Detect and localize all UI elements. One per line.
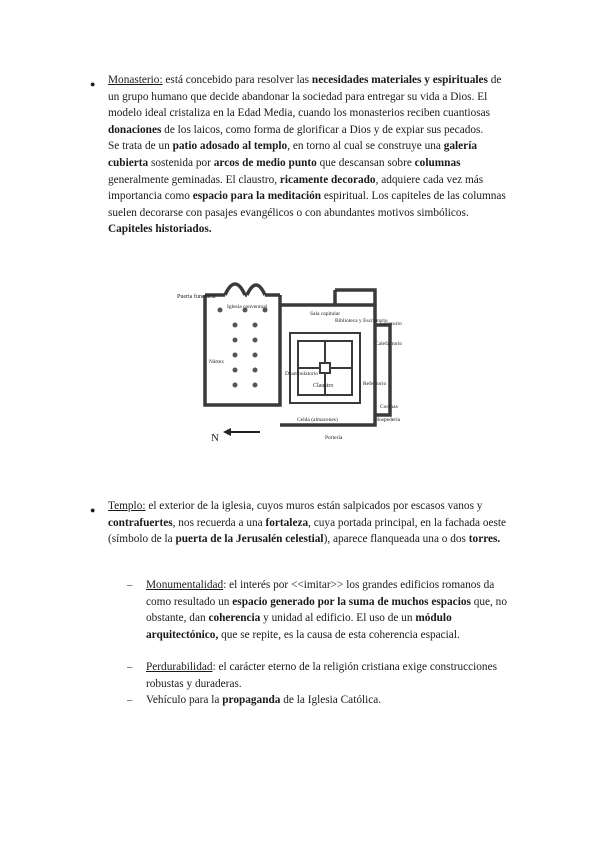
monastery-plan-diagram xyxy=(175,265,425,445)
label-claustro: Claustro xyxy=(313,383,334,389)
vehiculo-item: Vehículo para la propaganda de la Iglesia Católica. xyxy=(146,694,382,706)
label-celda: Celda (almacenes) xyxy=(297,417,338,423)
label-puerta-funeraria: Puerta funeraria xyxy=(177,294,216,300)
templo-term: Templo: xyxy=(108,500,146,512)
list-dash: – xyxy=(127,661,133,673)
list-dash: – xyxy=(127,694,133,706)
label-hospederia: Hospedería xyxy=(375,417,401,423)
list-dash: – xyxy=(127,579,133,591)
label-refectorio: Refectorio xyxy=(363,381,387,387)
bullet-dot: ● xyxy=(90,505,96,515)
label-nartex: Nártex xyxy=(209,359,224,365)
north-label: N xyxy=(211,432,219,444)
label-biblioteca: Biblioteca y Escriptorio xyxy=(335,318,388,324)
monasterio-paragraph: Monasterio: está concebido para resolver las necesidades materiales y espirituales de un grupo humano que decide abandonar la sociedad para entregar su vida a Dios. El modelo ideal cristaliza en la Edad Media, cuando los monasterios reciben cuantiosas donaciones de los laicos, como forma de glorificar a Dios y de expiar sus pecados. Se trata de un patio adosado al templo, en torno al cual se construye una galería cubierta sostenida por arcos de medio punto que descansan sobre columnas generalmente geminadas. El claustro, ricamente decorado, adquiere cada vez más importancia como espacio para la meditación espiritual. Los capiteles de las columnas suelen decorarse con pasajes evangélicos o con abundantes motivos simbólicos. Capiteles historiados. xyxy=(108,74,506,236)
bullet-dot: ● xyxy=(90,79,96,89)
label-iglesia: Iglesia conventual xyxy=(227,304,268,310)
label-cocinas: Cocinas xyxy=(380,404,398,410)
monumentalidad-item: Monumentalidad: el interés por <<imitar>> los grandes edificios romanos da como resultado un espacio generado por la suma de muchos espacios que, no obstante, dan coherencia y unidad al edificio. El uso de un módulo arquitectónico, que se repite, es la causa de esta coherencia espacial. xyxy=(146,579,507,641)
label-porteria: Portería xyxy=(325,435,343,441)
label-locutorio: Locutorio xyxy=(380,321,402,327)
perdurabilidad-item: Perdurabilidad: el carácter eterno de la religión cristiana exige construcciones robustas y duraderas. xyxy=(146,661,497,690)
templo-paragraph: Templo: el exterior de la iglesia, cuyos muros están salpicados por escasos vanos y contrafuertes, nos recuerda a una fortaleza, cuya portada principal, en la fachada oeste (símbolo de la puerta de la Jerusalén celestial), aparece flanqueada una o dos torres. xyxy=(108,500,507,546)
north-arrow-head-icon xyxy=(223,428,231,436)
monasterio-term: Monasterio: xyxy=(108,74,163,86)
label-deambulatorio: Deambulatorio xyxy=(285,371,318,377)
label-sala-capitular: Sala capitular xyxy=(310,311,341,317)
label-calefactorio: Calefactorio xyxy=(375,341,403,347)
